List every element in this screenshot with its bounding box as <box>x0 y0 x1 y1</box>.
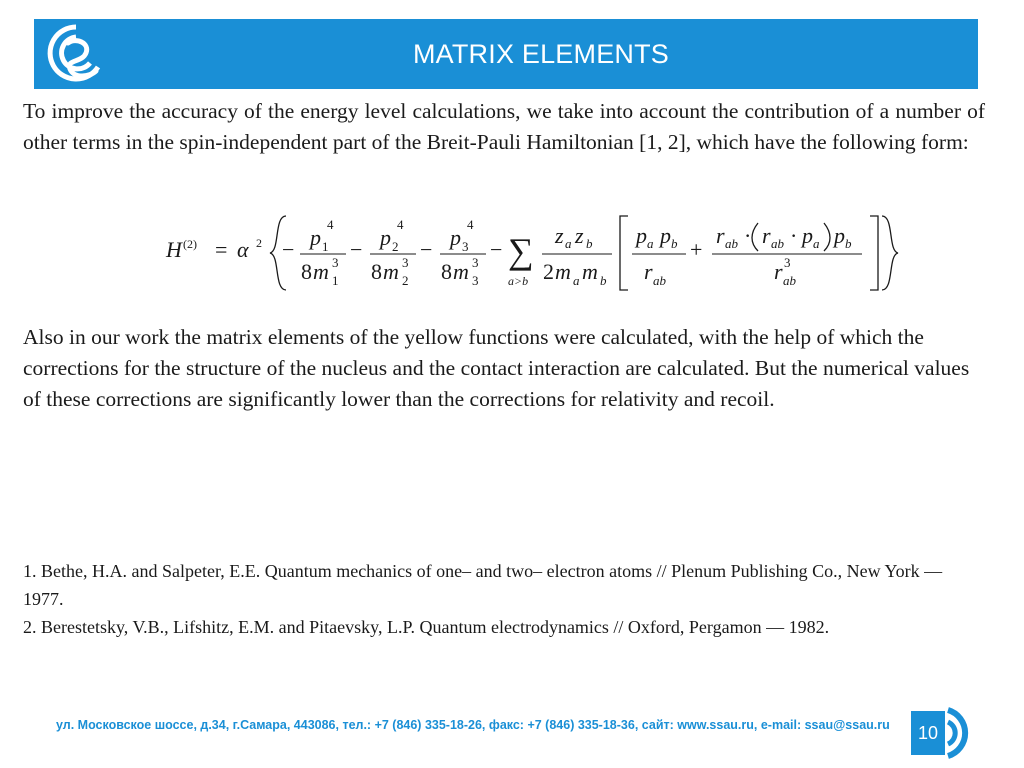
t1-8: 8 <box>301 259 312 284</box>
zz-m2-sub: b <box>600 273 607 288</box>
rr-dot1: · <box>744 223 752 248</box>
zz-2: 2 <box>543 259 554 284</box>
rr-r2-sub: ab <box>771 236 784 251</box>
pp-r: r <box>644 259 653 284</box>
t3-m: m <box>453 259 469 284</box>
t2-8: 8 <box>371 259 382 284</box>
t2-p-sup: 4 <box>397 217 404 232</box>
zz-z2-sub: b <box>586 236 593 251</box>
pp-p2: p <box>660 223 671 248</box>
rr-p2: p <box>834 223 845 248</box>
rr-r3-sub: ab <box>783 273 796 288</box>
formula-minus-3: − <box>420 237 433 262</box>
t3-8: 8 <box>441 259 452 284</box>
t3-p: p <box>450 225 461 250</box>
pp-p1: p <box>636 223 647 248</box>
sum-sign: ∑ <box>508 231 534 271</box>
rr-dot2: · <box>790 223 798 248</box>
pp-r-sub: ab <box>653 273 666 288</box>
formula-alpha: α <box>237 237 249 262</box>
hamiltonian-formula <box>160 207 900 299</box>
formula-plus: + <box>690 237 703 262</box>
formula-H: H <box>166 237 182 262</box>
t3-m-sub: 3 <box>472 273 479 288</box>
footer-address: ул. Московское шоссе, д.34, г.Самара, 443086, тел.: +7 (846) 335-18-26, факс: +7 (846) 335-18-36, сайт: www.ssau.ru, e-mail: ssau@ssau.ru <box>56 718 890 732</box>
pp-p2-sub: b <box>671 236 678 251</box>
page-title: MATRIX ELEMENTS <box>412 39 670 69</box>
zz-z1-sub: a <box>565 236 572 251</box>
intro-paragraph: To improve the accuracy of the energy level calculations, we take into account the contribution of a number of other terms in the spin-independent part of the Breit-Pauli Hamiltonian [1, 2], which have the following form: <box>23 99 985 154</box>
zz-m1: m <box>555 259 571 284</box>
rr-p1: p <box>802 223 813 248</box>
rr-p2-sub: b <box>845 236 852 251</box>
zz-m2: m <box>582 259 598 284</box>
zz-z2: z <box>575 223 584 248</box>
paragraph-2: Also in our work the matrix elements of the yellow functions were calculated, with the help of which the corrections for the structure of the nucleus and the contact interaction are calculated. But the numerical values of these corrections are significantly lower than the corrections for relativity and recoil. <box>23 325 970 411</box>
t2-p-sub: 2 <box>392 239 399 254</box>
rr-r2: r <box>762 223 771 248</box>
zz-m1-sub: a <box>573 273 580 288</box>
t3-p-sub: 3 <box>462 239 469 254</box>
t1-m-sup: 3 <box>332 255 339 270</box>
t2-m: m <box>383 259 399 284</box>
formula-minus-1: − <box>282 237 295 262</box>
formula-eq: = <box>215 237 228 262</box>
t1-m: m <box>313 259 329 284</box>
reference-2: 2. Berestetsky, V.B., Lifshitz, E.M. and Pitaevsky, L.P. Quantum electrodynamics // Oxford, Pergamon — 1982. <box>23 617 830 637</box>
rr-p1-sub: a <box>813 236 820 251</box>
formula-H-sup: (2) <box>183 237 197 251</box>
t1-m-sub: 1 <box>332 273 339 288</box>
t2-m-sub: 2 <box>402 273 409 288</box>
page-number: 10 <box>911 711 945 755</box>
references <box>23 557 985 641</box>
t2-m-sup: 3 <box>402 255 409 270</box>
rr-r1-sub: ab <box>725 236 738 251</box>
pp-p1-sub: a <box>647 236 654 251</box>
footer-logo-icon <box>944 704 984 762</box>
sum-index: a>b <box>508 274 529 288</box>
t1-p-sub: 1 <box>322 239 329 254</box>
rr-r3-sup: 3 <box>784 255 791 270</box>
t1-p: p <box>310 225 321 250</box>
formula-minus-4: − <box>490 237 503 262</box>
reference-1: 1. Bethe, H.A. and Salpeter, E.E. Quantum mechanics of one– and two– electron atoms // Plenum Publishing Co., New York — 1977. <box>23 561 943 609</box>
header-bar <box>34 19 978 89</box>
formula-alpha-sup: 2 <box>256 236 262 250</box>
rr-r1: r <box>716 223 725 248</box>
t1-p-sup: 4 <box>327 217 334 232</box>
zz-z1: z <box>555 223 564 248</box>
t2-p: p <box>380 225 391 250</box>
t3-p-sup: 4 <box>467 217 474 232</box>
t3-m-sup: 3 <box>472 255 479 270</box>
rr-r3: r <box>774 259 783 284</box>
formula-minus-2: − <box>350 237 363 262</box>
